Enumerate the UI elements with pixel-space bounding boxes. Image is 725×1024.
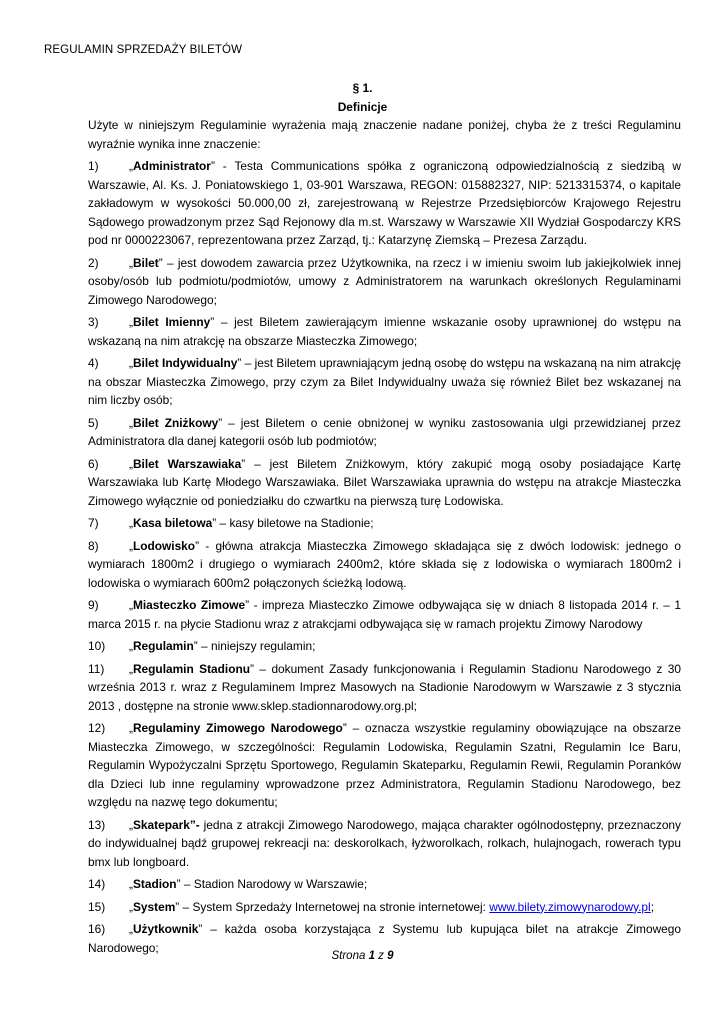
item-open-quote: „ [129, 516, 133, 530]
item-term: Miasteczko Zimowe [132, 598, 246, 612]
document-header: REGULAMIN SPRZEDAŻY BILETÓW [44, 44, 243, 56]
item-number: 3) [88, 315, 99, 329]
item-close-quote: ” [237, 356, 242, 370]
item-close-quote: ” [250, 661, 254, 676]
item-close-quote: ” [195, 538, 200, 553]
definition-item [88, 537, 681, 593]
item-number: 2) [88, 255, 99, 270]
item-open-quote: „ [129, 817, 133, 832]
item-open-quote: „ [129, 415, 133, 430]
definition-item [88, 719, 681, 812]
item-text: – jest Biletem zawierającym imienne wskazanie osoby uprawnionej do wstępu na wskazaną na nim atrakcję na obszarze Miasteczka Zimowego; [88, 315, 681, 348]
footer-prefix: Strona [331, 950, 369, 962]
definition-item [88, 254, 681, 310]
item-text: – jest Biletem uprawniającym jedną osobę do wstępu na wskazaną na nim atrakcję na obszar Miasteczka Zimowego, przy czym za Bilet Indywidualny uważa się również Bilet bez wskazanej na nim liczby osób; [88, 356, 682, 407]
definition-item [88, 354, 681, 410]
item-number: 12) [88, 721, 106, 735]
item-term: System [132, 899, 176, 914]
system-website-link[interactable]: www.bilety.zimowynarodowy.pl [489, 899, 651, 914]
definition-item [88, 596, 681, 633]
item-open-quote: „ [129, 598, 133, 612]
intro-paragraph: Użyte w niniejszym Regulaminie wyrażenia mają znaczenie nadane poniżej, chyba że z treści Regulaminu wyraźnie wynika inne znaczenie: [88, 118, 681, 151]
section-title: Definicje [337, 100, 388, 114]
footer-separator: z [374, 950, 388, 962]
item-text: – jest Biletem Zniżkowym, który zakupić mogą osoby posiadające Kartę Warszawiaka lub Kartę Młodego Warszawiaka. Bilet Warszawiaka uprawnia do wstępu na atrakcje Miasteczka Zimowego wyłącznie od poniedziałku do czwartku na pierwszą turę Lodowiska. [88, 456, 682, 508]
item-number: 15) [88, 899, 106, 914]
item-text: – jest dowodem zawarcia przez Użytkownika, na rzecz i w imieniu swoim lub jakiejkolwiek innej osoby/osób lub podmiotu/podmiotów, umowy z Administratorem na warunkach określonych Regulaminami Zimowego Narodowego; [88, 255, 681, 307]
item-term: Użytkownik [132, 922, 199, 936]
item-close-quote: ” [176, 877, 181, 891]
definition-item [88, 637, 681, 656]
item-close-quote: ” [198, 922, 203, 936]
section-number: § 1. [352, 81, 373, 95]
item-close-quote: ” [342, 721, 347, 735]
item-term: Bilet [132, 255, 159, 270]
item-close-quote: ” [218, 415, 223, 430]
item-term: Regulamin Stadionu [132, 661, 251, 676]
item-text-end: ; [650, 899, 655, 914]
item-open-quote: „ [129, 456, 133, 471]
item-open-quote: „ [129, 356, 133, 370]
item-open-quote: „ [129, 159, 133, 173]
definition-item [88, 455, 681, 511]
item-term: Bilet Warszawiaka [132, 456, 242, 471]
item-term: Bilet Indywidualny [132, 356, 238, 370]
item-text: – oznacza wszystkie regulaminy obowiązujące na obszarze Miasteczka Zimowego, w szczególności: Regulamin Lodowiska, Regulamin Szatni, Regulamin Ice Baru, Regulamin Wypożyczalni Sprzętu Sportowego, Regulamin Skateparku, Regulamin Rewii, Regulamin Poranków dla Dzieci lub inne regulaminy wprowadzone przez Administratora, Regulamin Stadionu Narodowego, bez względu na nazwę tego dokumentu; [88, 721, 681, 809]
definition-item [88, 414, 681, 451]
item-number: 9) [88, 598, 99, 612]
item-number: 14) [88, 877, 106, 891]
item-number: 5) [88, 415, 99, 430]
item-open-quote: „ [129, 877, 133, 891]
item-term: Regulaminy Zimowego Narodowego [132, 721, 343, 735]
item-number: 4) [88, 356, 99, 370]
item-text: – Stadion Narodowy w Warszawie; [180, 877, 368, 891]
item-number: 10) [88, 639, 106, 653]
item-text: – System Sprzedaży Internetowej na stronie internetowej: [179, 899, 490, 914]
item-number: 16) [88, 922, 106, 936]
definition-item [88, 875, 681, 894]
item-term: Stadion [132, 877, 177, 891]
item-text: – kasy biletowe na Stadionie; [216, 516, 374, 530]
item-open-quote: „ [129, 721, 133, 735]
page-footer [0, 950, 725, 962]
item-close-quote: ” [175, 899, 180, 914]
current-page-number: 1 [368, 950, 375, 962]
item-open-quote: „ [129, 899, 133, 914]
item-close-quote: ” [193, 639, 198, 653]
item-term: Kasa biletowa [132, 516, 213, 530]
definition-item [88, 816, 681, 872]
item-text: - Testa Communications spółka z ograniczoną odpowiedzialnością z siedzibą w Warszawie, Al. Ks. J. Poniatowskiego 1, 03-901 Warszawa, REGON: 015882327, NIP: 5213315374, o kapitale zakładowym w wysokości 50.000,00 zł, zarejestrowaną w Rejestrze Przedsiębiorców Krajowego Rejestru Sądowego prowadzonym przez Sąd Rejonowy dla m.st. Warszawy w Warszawie XII Wydział Gospodarczy KRS pod nr 0000223067, reprezentowana przez Zarząd, tj.: Katarzynę Ziemską – Prezesa Zarządu. [88, 159, 681, 247]
item-text: jedna z atrakcji Zimowego Narodowego, mająca charakter ogólnodostępny, przeznaczony do indywidualnej bądź grupowej rekreacji na: deskorolkach, łyżworolkach, rolkach, hulajnogach, rowerach typu bmx lub longboard. [88, 817, 681, 869]
item-close-quote: ” [210, 159, 215, 173]
definition-item [88, 660, 681, 716]
item-term: Regulamin [132, 639, 194, 653]
item-open-quote: „ [129, 661, 133, 676]
item-open-quote: „ [129, 922, 133, 936]
document-body [88, 116, 681, 957]
item-close-quote: ” [210, 315, 215, 329]
item-open-quote: „ [129, 639, 133, 653]
item-open-quote: „ [129, 315, 133, 329]
definitions-list-part-1 [88, 157, 681, 894]
item-open-quote: „ [129, 255, 133, 270]
item-term: Bilet Zniżkowy [132, 415, 219, 430]
item-text: – każda osoba korzystająca z Systemu lub kupująca bilet na atrakcje Zimowego Narodowego; [88, 922, 681, 955]
item-number: 8) [88, 538, 99, 553]
item-number: 1) [88, 159, 99, 173]
item-term: Skatepark”- [132, 817, 200, 832]
item-number: 7) [88, 516, 99, 530]
definition-item [88, 898, 681, 917]
item-term: Administrator [132, 159, 211, 173]
item-term: Lodowisko [132, 538, 196, 553]
item-close-quote: ” [245, 598, 250, 612]
item-number: 11) [88, 661, 105, 676]
item-close-quote: ” [212, 516, 217, 530]
item-text: - impreza Miasteczko Zimowe odbywająca się w dniach 8 listopada 2014 r. – 1 marca 2015 r. na płycie Stadionu wraz z atrakcjami odbywająca się w ramach projektu Zimowy Narodowy [88, 598, 681, 631]
definition-item [88, 313, 681, 350]
item-number: 6) [88, 456, 99, 471]
item-number: 13) [88, 817, 106, 832]
item-text: – jest Biletem o cenie obniżonej w wyniku zastosowania ulgi przewidzianej przez Administratora dla danej kategorii osób lub podmiotów; [88, 415, 681, 448]
item-text: - główna atrakcja Miasteczka Zimowego składająca się z dwóch lodowisk: jednego o wymiarach 1800m2 i drugiego o wymiarach 2400m2, które składa się z lodowiska o wymiarach 1800m2 i lodowiska o wymiarach 600m2 połączonych ścieżką lodową. [88, 538, 681, 590]
total-page-count: 9 [387, 950, 394, 962]
item-open-quote: „ [129, 538, 133, 553]
item-text: – dokument Zasady funkcjonowania i Regulamin Stadionu Narodowego z 30 września 2013 r. wraz z Regulaminem Imprez Masowych na Stadionie Narodowym w Warszawie z 3 stycznia 2013 , dostępne na stronie www.sklep.stadionnarodowy.org.pl; [88, 661, 681, 713]
definition-item [88, 157, 681, 250]
item-close-quote: ” [241, 456, 246, 471]
definition-item [88, 514, 681, 533]
item-text: – niniejszy regulamin; [197, 639, 316, 653]
item-close-quote: ” [158, 255, 163, 270]
item-term: Bilet Imienny [132, 315, 211, 329]
